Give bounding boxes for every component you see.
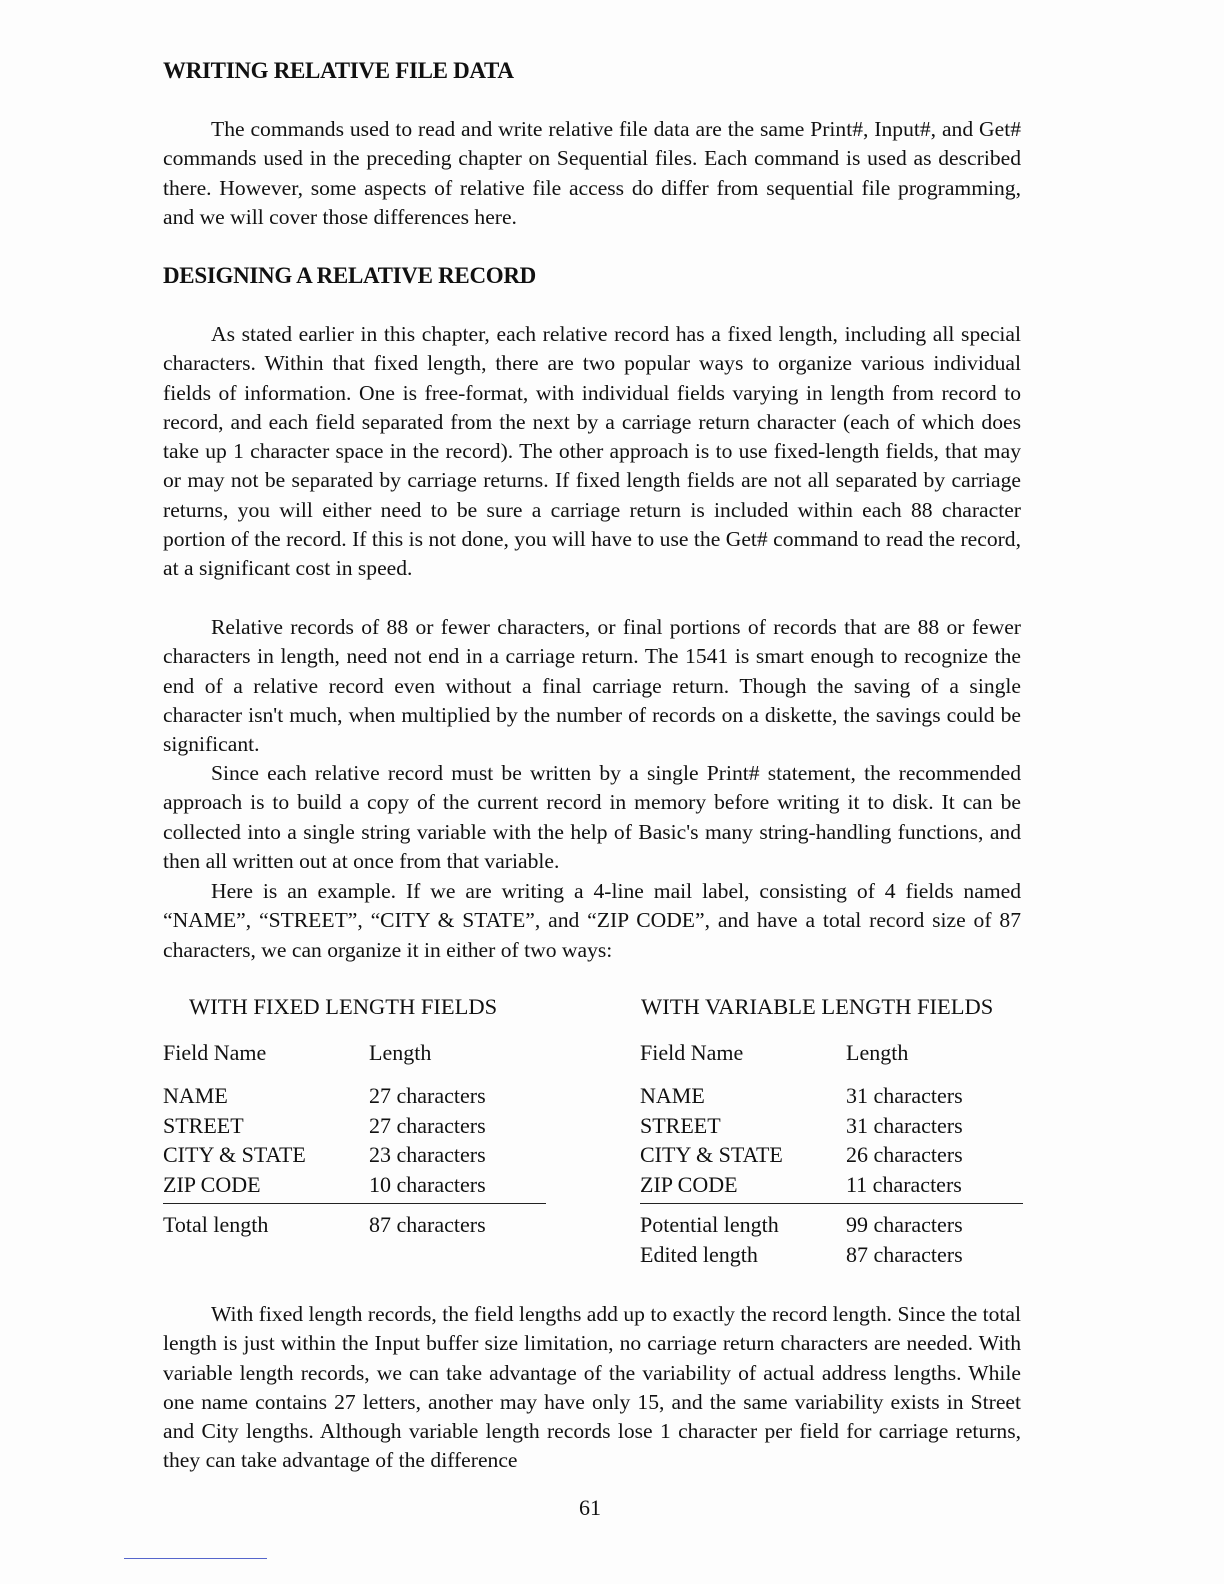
section-heading-writing: WRITING RELATIVE FILE DATA (163, 58, 514, 83)
page-number: 61 (579, 1495, 601, 1520)
column-header-length: Length (846, 1040, 909, 1065)
table-row (640, 1172, 1023, 1202)
total-value: 87 characters (369, 1212, 486, 1237)
length-cell: 11 characters (846, 1172, 962, 1197)
footer-rule (124, 1558, 267, 1559)
section-heading-designing: DESIGNING A RELATIVE RECORD (163, 263, 536, 288)
paragraph-carriage-return: Relative records of 88 or fewer characters, or final portions of records that are 88 or fewer characters in length, need not end in a carriage return. The 1541 is smart enough to recognize the end of a relative record even without a final carriage return. Though the saving of a single character isn't much, when multiplied by the number of records on a diskette, the savings could be significant. (163, 615, 1021, 757)
total-label: Total length (163, 1212, 269, 1237)
paragraph-comparison: With fixed length records, the field lengths add up to exactly the record length. Since the total length is just within the Input buffer size limitation, no carriage return characters are needed. With variable length records, we can take advantage of the variability of actual address lengths. While one name contains 27 letters, another may have only 15, and the same variability exists in Street and City lengths. Although variable length records lose 1 character per field for carriage returns, they can take advantage of the difference (163, 1302, 1021, 1473)
total-row (163, 1212, 546, 1242)
table-header (640, 1040, 1023, 1070)
column-header-length: Length (369, 1040, 432, 1065)
table-row (640, 1113, 1023, 1143)
table-row (163, 1083, 546, 1113)
field-name-cell: STREET (640, 1113, 721, 1138)
field-name-cell: ZIP CODE (640, 1172, 738, 1197)
length-cell: 26 characters (846, 1142, 963, 1167)
paragraph-intro: The commands used to read and write relative file data are the same Print#, Input#, and Get# commands used in the preceding chapter on Sequential files. Each command is used as described there. However, some aspects of relative file access do differ from sequential file programming, and we will cover those differences here. (163, 117, 1021, 229)
table-header (163, 1040, 546, 1070)
length-cell: 27 characters (369, 1113, 486, 1138)
total-row (640, 1242, 1023, 1272)
sum-rule (640, 1203, 1023, 1204)
column-header-field: Field Name (640, 1040, 744, 1065)
length-cell: 31 characters (846, 1083, 963, 1108)
table-row (163, 1172, 546, 1202)
total-value: 99 characters (846, 1212, 963, 1237)
paragraph-example: Here is an example. If we are writing a 4-line mail label, consisting of 4 fields named “NAME”, “STREET”, “CITY & STATE”, and “ZIP CODE”, and have a total record size of 87 characters, we can organize it in either of two ways: (163, 879, 1021, 962)
table-caption: WITH VARIABLE LENGTH FIELDS (641, 994, 994, 1019)
length-cell: 31 characters (846, 1113, 963, 1138)
field-name-cell: ZIP CODE (163, 1172, 261, 1197)
paragraph-record-length: As stated earlier in this chapter, each relative record has a fixed length, including all special characters. Within that fixed length, there are two popular ways to organize various individual fields of information. One is free-format, with individual fields varying in length from record to record, and each field separated from the next by a carriage return character (each of which does take up 1 character space in the record). The other approach is to use fixed-length fields, that may or may not be separated by carriage returns. If fixed length fields are not all separated by carriage returns, you will either need to be sure a carriage return is included within each 88 character portion of the record. If this is not done, you will have to use the Get# command to read the record, at a significant cost in speed. (163, 322, 1021, 581)
length-cell: 23 characters (369, 1142, 486, 1167)
field-name-cell: CITY & STATE (640, 1142, 783, 1167)
paragraph-print-statement: Since each relative record must be written by a single Print# statement, the recommended approach is to build a copy of the current record in memory before writing it to disk. It can be collected into a single string variable with the help of Basic's many string-handling functions, and then all written out at once from that variable. (163, 761, 1021, 873)
table-row (163, 1113, 546, 1143)
length-cell: 27 characters (369, 1083, 486, 1108)
total-value: 87 characters (846, 1242, 963, 1267)
field-name-cell: NAME (640, 1083, 705, 1108)
table-row (163, 1142, 546, 1172)
total-row (640, 1212, 1023, 1242)
sum-rule (163, 1203, 546, 1204)
column-header-field: Field Name (163, 1040, 267, 1065)
total-label: Potential length (640, 1212, 779, 1237)
length-cell: 10 characters (369, 1172, 486, 1197)
field-name-cell: NAME (163, 1083, 228, 1108)
field-name-cell: STREET (163, 1113, 244, 1138)
total-label: Edited length (640, 1242, 758, 1267)
table-caption: WITH FIXED LENGTH FIELDS (189, 994, 498, 1019)
field-name-cell: CITY & STATE (163, 1142, 306, 1167)
table-row (640, 1083, 1023, 1113)
table-row (640, 1142, 1023, 1172)
